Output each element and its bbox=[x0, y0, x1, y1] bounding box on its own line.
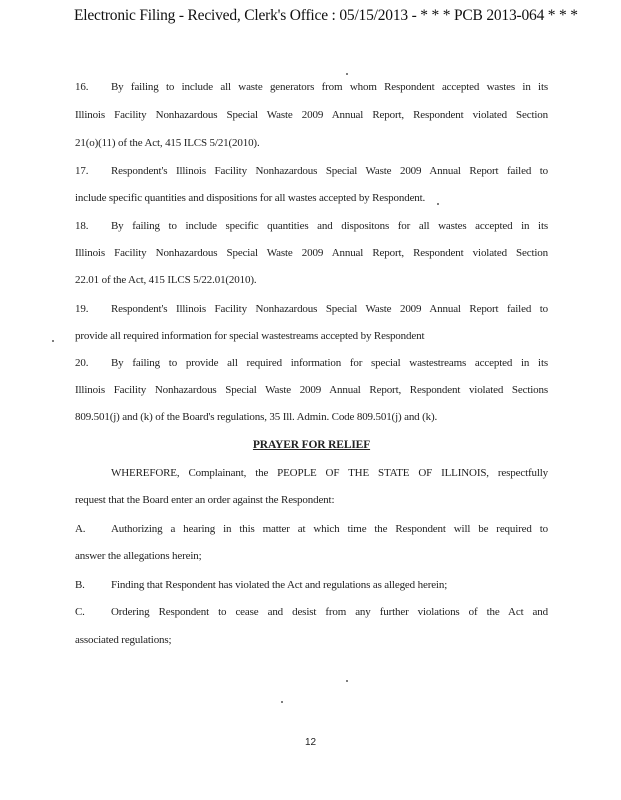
paragraph-text: Respondent's Illinois Facility Nonhazardous Special Waste 2009 Annual Report failed to bbox=[111, 303, 548, 315]
paragraph-text: By failing to provide all required information for special wastestreams accepted in its bbox=[111, 357, 548, 369]
paragraph-18-line-2: Illinois Facility Nonhazardous Special Waste 2009 Annual Report, Respondent violated Section bbox=[75, 247, 548, 259]
prayer-item-b-line-1 bbox=[75, 578, 548, 592]
paragraph-number: 20. bbox=[75, 357, 89, 369]
paragraph-19-line-1 bbox=[75, 302, 548, 316]
paragraph-16-line-2: Illinois Facility Nonhazardous Special Waste 2009 Annual Report, Respondent violated Section bbox=[75, 109, 548, 121]
paragraph-18-line-1 bbox=[75, 219, 548, 233]
paragraph-20-line-1 bbox=[75, 356, 548, 370]
scan-speck bbox=[281, 701, 283, 703]
paragraph-text: By failing to include all waste generators from whom Respondent accepted wastes in its bbox=[111, 81, 548, 93]
prayer-intro-line-1 bbox=[75, 466, 548, 480]
prayer-item-text: Authorizing a hearing in this matter at which time the Respondent will be required to bbox=[111, 523, 548, 535]
prayer-item-a-line-2: answer the allegations herein; bbox=[75, 550, 202, 562]
prayer-item-letter: C. bbox=[75, 606, 85, 618]
paragraph-17-line-1 bbox=[75, 164, 548, 178]
electronic-filing-header: Electronic Filing - Recived, Clerk's Office : 05/15/2013 - * * * PCB 2013-064 * * * bbox=[74, 7, 578, 24]
prayer-item-text: Finding that Respondent has violated the Act and regulations as alleged herein; bbox=[111, 579, 448, 591]
paragraph-number: 16. bbox=[75, 81, 89, 93]
scan-speck bbox=[346, 73, 348, 75]
scan-speck bbox=[437, 203, 439, 205]
prayer-item-c-line-1 bbox=[75, 605, 548, 619]
paragraph-text: By failing to include specific quantities and dispositons for all wastes accepted in its bbox=[111, 220, 548, 232]
paragraph-20-line-3: 809.501(j) and (k) of the Board's regulations, 35 Ill. Admin. Code 809.501(j) and (k). bbox=[75, 411, 438, 423]
paragraph-20-line-2: Illinois Facility Nonhazardous Special Waste 2009 Annual Report, Respondent violated Sections bbox=[75, 384, 548, 396]
paragraph-number: 17. bbox=[75, 165, 89, 177]
scan-speck bbox=[52, 340, 54, 342]
prayer-item-a-line-1 bbox=[75, 522, 548, 536]
paragraph-text: Respondent's Illinois Facility Nonhazardous Special Waste 2009 Annual Report failed to bbox=[111, 165, 548, 177]
page-number: 12 bbox=[304, 737, 317, 748]
prayer-for-relief-heading: PRAYER FOR RELIEF bbox=[252, 439, 371, 451]
paragraph-19-line-2: provide all required information for special wastestreams accepted by Respondent bbox=[75, 330, 425, 342]
prayer-item-text: Ordering Respondent to cease and desist from any further violations of the Act and bbox=[111, 606, 548, 618]
paragraph-17-line-2: include specific quantities and dispositions for all wastes accepted by Respondent. bbox=[75, 192, 426, 204]
prayer-item-c-line-2: associated regulations; bbox=[75, 634, 172, 646]
paragraph-number: 18. bbox=[75, 220, 89, 232]
paragraph-number: 19. bbox=[75, 303, 89, 315]
prayer-intro-text: WHEREFORE, Complainant, the PEOPLE OF THE STATE OF ILLINOIS, respectfully bbox=[111, 467, 548, 479]
paragraph-16-line-3: 21(o)(11) of the Act, 415 ILCS 5/21(2010). bbox=[75, 137, 260, 149]
scan-speck bbox=[346, 680, 348, 682]
paragraph-18-line-3: 22.01 of the Act, 415 ILCS 5/22.01(2010). bbox=[75, 274, 257, 286]
prayer-item-letter: B. bbox=[75, 579, 85, 591]
prayer-intro-line-2: request that the Board enter an order against the Respondent: bbox=[75, 494, 335, 506]
prayer-item-letter: A. bbox=[75, 523, 86, 535]
paragraph-16-line-1 bbox=[75, 80, 548, 94]
